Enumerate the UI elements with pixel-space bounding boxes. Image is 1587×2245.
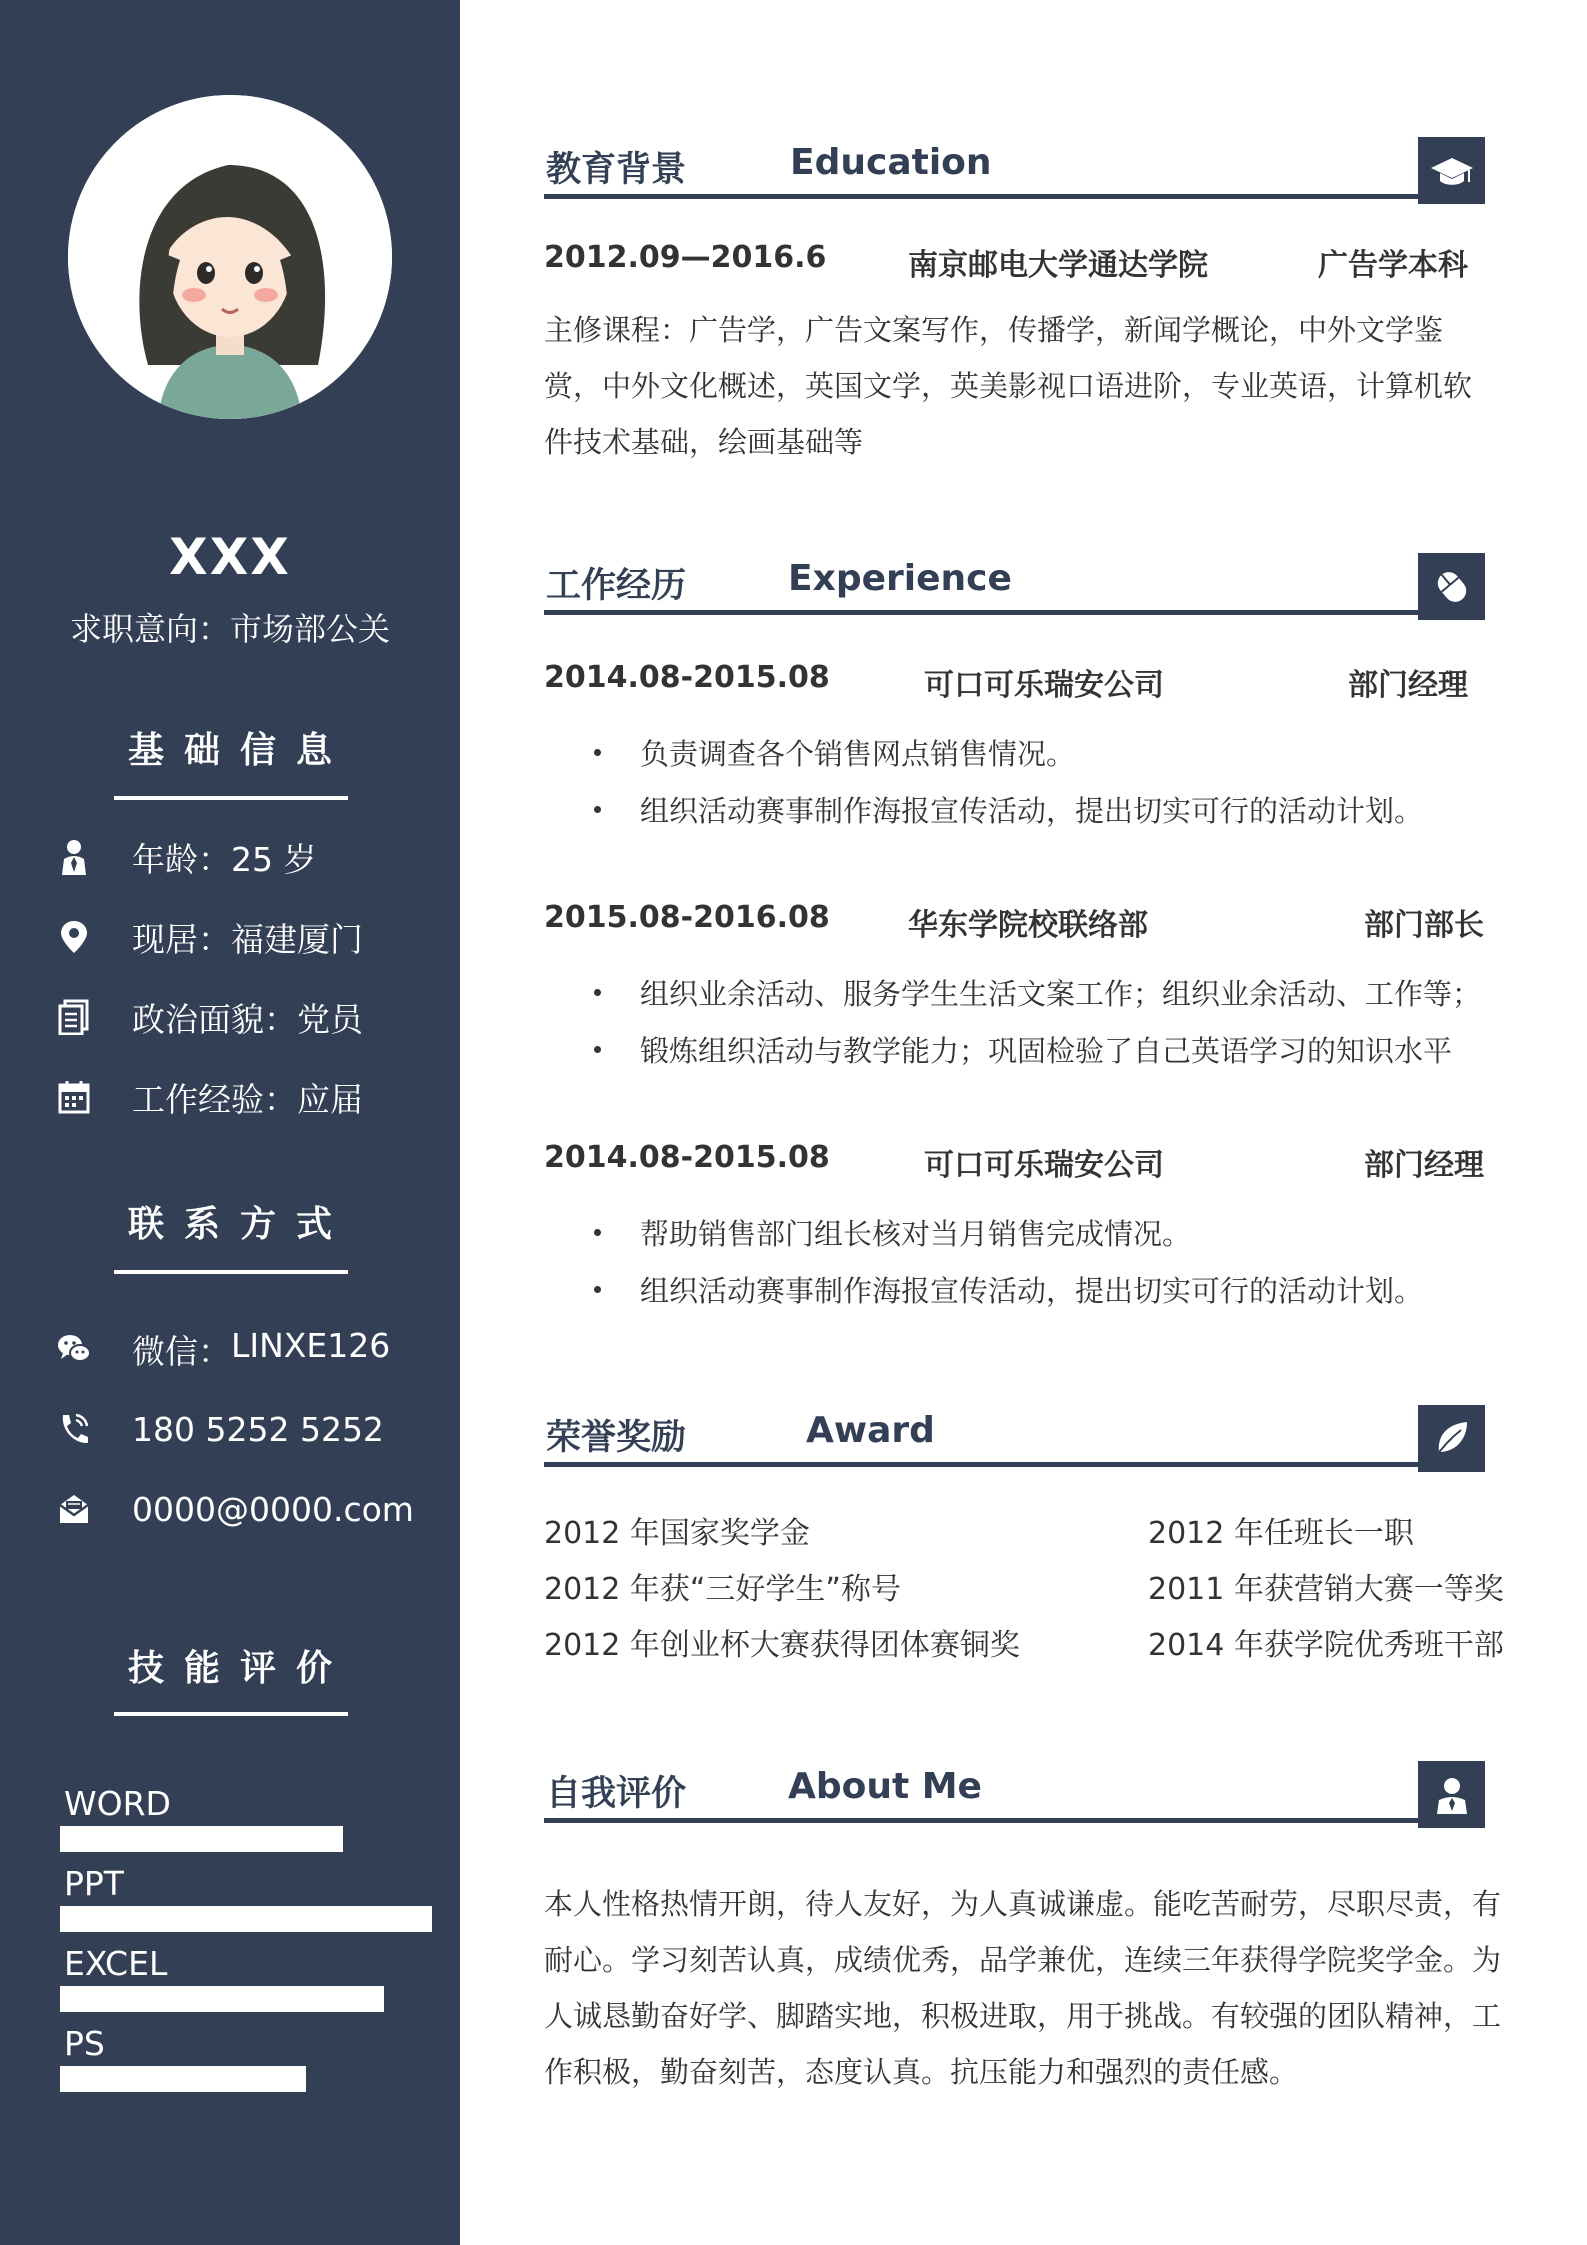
job-period: 2014.08-2015.08	[544, 660, 830, 695]
job-intention-label: 求职意向：	[69, 610, 230, 648]
awards-divider	[544, 1462, 1484, 1467]
skill-label-word: WORD	[64, 1784, 171, 1823]
info-value: 福建厦门	[231, 919, 363, 959]
skill-bar-ppt	[60, 1906, 432, 1932]
sidebar	[0, 0, 460, 2245]
experience-title-cn: 工作经历	[546, 566, 687, 606]
awards-title-en: Award	[806, 1410, 935, 1451]
mouse-icon	[1418, 553, 1485, 620]
award-item: 2011 年获营销大赛一等奖	[1148, 1572, 1504, 1607]
info-value: 应届	[297, 1079, 363, 1119]
about-title-en: About Me	[788, 1766, 982, 1807]
info-value: 党员	[297, 999, 363, 1039]
about-text: 本人性格热情开朗，待人友好，为人真诚谦虚。能吃苦耐劳，尽职尽责，有耐心。学习刻苦认真，成绩优秀，品学兼优，连续三年获得学院奖学金。为人诚恳勤奋好学、脚踏实地，积极进取，用于挑战。有较强的团队精神，工作积极，勤奋刻苦，态度认真。抗压能力和强烈的责任感。	[544, 1887, 1502, 2089]
leaf-icon	[1418, 1405, 1485, 1472]
award-item: 2014 年获学院优秀班干部	[1148, 1628, 1504, 1663]
info-value: 25 岁	[231, 839, 317, 879]
basic-info-underline	[114, 796, 348, 800]
user-icon	[1418, 1761, 1485, 1828]
job-company: 华东学院校联络部	[908, 908, 1148, 943]
skill-label-ppt: PPT	[64, 1864, 124, 1903]
job-bullet: 组织业余活动、服务学生生活文案工作；组织业余活动、工作等；	[640, 977, 1482, 1011]
location-pin-icon	[56, 917, 92, 957]
job-bullet: 锻炼组织活动与教学能力；巩固检验了自己英语学习的知识水平	[640, 1034, 1453, 1068]
avatar-illustration	[68, 95, 392, 419]
bullet-dot	[594, 1229, 601, 1236]
experience-title-en: Experience	[788, 558, 1012, 599]
bullet-dot	[594, 749, 601, 756]
contact-label: 微信：	[132, 1331, 231, 1371]
education-title-cn: 教育背景	[546, 150, 687, 190]
email-icon	[56, 1489, 92, 1529]
bullet-dot	[594, 989, 601, 996]
job-period: 2015.08-2016.08	[544, 900, 830, 935]
graduation-cap-icon	[1418, 137, 1485, 204]
wechat-icon	[56, 1329, 92, 1369]
about-divider	[544, 1818, 1484, 1823]
job-intention-value: 市场部公关	[230, 610, 391, 648]
bullet-dot	[594, 1046, 601, 1053]
experience-divider	[544, 610, 1484, 615]
avatar	[68, 95, 392, 419]
contact-value[interactable]: 0000@0000.com	[132, 1489, 414, 1529]
phone-icon	[56, 1409, 92, 1449]
education-divider	[544, 194, 1484, 199]
award-item: 2012 年获“三好学生”称号	[544, 1572, 901, 1607]
award-item: 2012 年创业杯大赛获得团体赛铜奖	[544, 1628, 1020, 1663]
skill-bar-excel	[60, 1986, 384, 2012]
contact-value[interactable]: LINXE126	[231, 1325, 391, 1365]
info-label: 工作经验：	[132, 1079, 297, 1119]
job-company: 可口可乐瑞安公司	[924, 1148, 1164, 1183]
awards-title-cn: 荣誉奖励	[546, 1418, 687, 1458]
job-role: 部门经理	[1348, 668, 1468, 703]
job-bullet: 负责调查各个销售网点销售情况。	[640, 737, 1076, 771]
contact-row-email	[56, 1486, 414, 1532]
info-row-political-status	[56, 994, 363, 1040]
job-role: 部门经理	[1364, 1148, 1484, 1183]
skills-underline	[114, 1712, 348, 1716]
award-item: 2012 年国家奖学金	[544, 1516, 810, 1551]
education-period: 2012.09—2016.6	[544, 240, 827, 275]
info-row-work-experience	[56, 1074, 363, 1120]
skill-bar-ps	[60, 2066, 306, 2092]
basic-info-heading: 基础信息	[127, 730, 352, 771]
info-label: 年龄：	[132, 839, 231, 879]
skill-label-excel: EXCEL	[64, 1944, 168, 1983]
info-row-age	[56, 834, 316, 880]
job-period: 2014.08-2015.08	[544, 1140, 830, 1175]
education-title-en: Education	[790, 142, 992, 183]
education-degree: 广告学本科	[1318, 248, 1468, 283]
document-icon	[56, 997, 92, 1037]
job-bullet: 帮助销售部门组长核对当月销售完成情况。	[640, 1217, 1192, 1251]
skill-bar-word	[60, 1826, 343, 1852]
calendar-icon	[56, 1077, 92, 1117]
education-school: 南京邮电大学通达学院	[908, 248, 1208, 283]
person-icon	[56, 837, 92, 877]
contact-row-wechat	[56, 1326, 390, 1372]
job-role: 部门部长	[1364, 908, 1484, 943]
job-company: 可口可乐瑞安公司	[924, 668, 1164, 703]
info-row-residence	[56, 914, 363, 960]
info-label: 政治面貌：	[132, 999, 297, 1039]
bullet-dot	[594, 1286, 601, 1293]
about-title-cn: 自我评价	[546, 1774, 687, 1814]
job-bullet: 组织活动赛事制作海报宣传活动，提出切实可行的活动计划。	[640, 794, 1424, 828]
info-label: 现居：	[132, 919, 231, 959]
contact-heading: 联系方式	[127, 1204, 352, 1245]
contact-value[interactable]: 180 5252 5252	[132, 1409, 384, 1449]
skill-label-ps: PS	[64, 2024, 105, 2063]
contact-underline	[114, 1270, 348, 1274]
education-courses: 主修课程：广告学，广告文案写作，传播学，新闻学概论，中外文学鉴赏，中外文化概述，英国文学，英美影视口语进阶，专业英语，计算机软件技术基础，绘画基础等	[544, 313, 1473, 459]
bullet-dot	[594, 806, 601, 813]
candidate-name: XXX	[169, 528, 291, 586]
job-intention	[0, 604, 460, 650]
award-item: 2012 年任班长一职	[1148, 1516, 1414, 1551]
contact-row-phone	[56, 1406, 384, 1452]
job-bullet: 组织活动赛事制作海报宣传活动，提出切实可行的活动计划。	[640, 1274, 1424, 1308]
skills-heading: 技能评价	[127, 1648, 352, 1689]
